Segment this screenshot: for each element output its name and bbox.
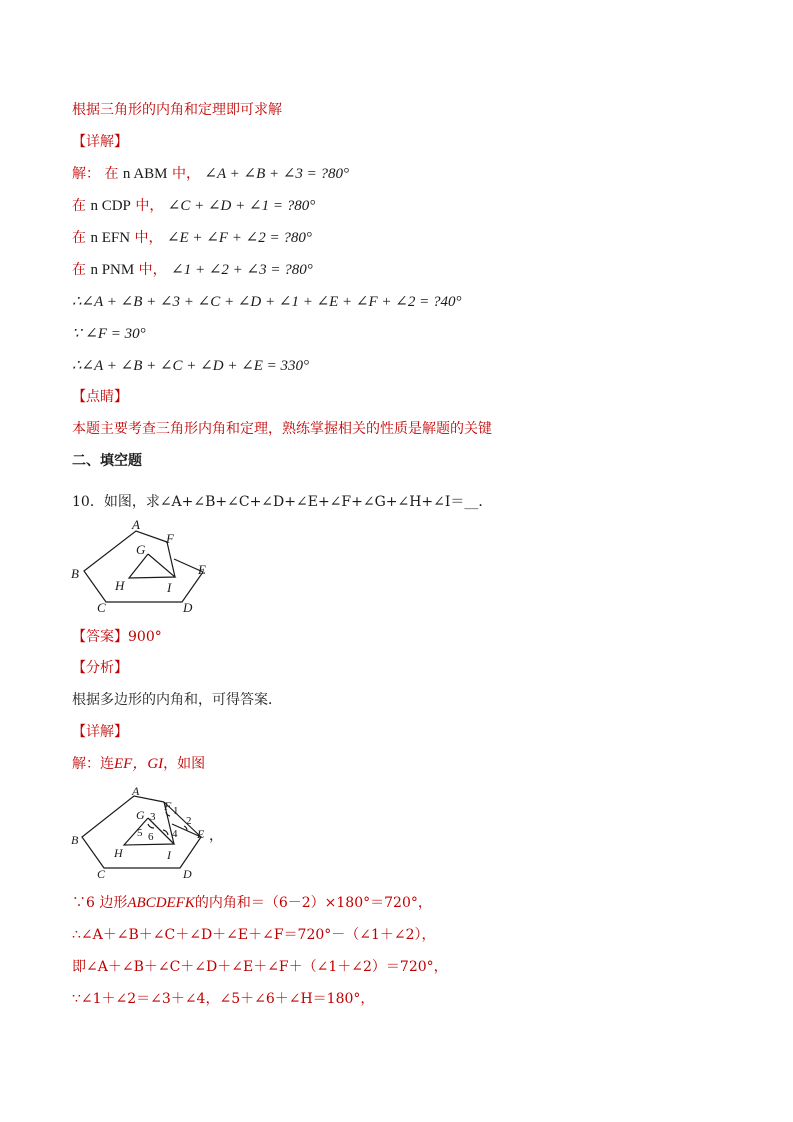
label-a: A [132,784,140,798]
label-a: A [132,517,140,532]
section-fill-blank: 二、填空题 [72,453,142,469]
section-analysis: 【分析】 [72,660,128,676]
triangle-name: n EFN [90,230,131,246]
text-mid: 中， [171,166,200,182]
label-h: H [115,578,125,593]
triangle-ghi [129,554,175,578]
triangle-name: n ABM [122,166,168,182]
label-i: I [167,848,171,862]
solution-line-sum-2: 即∠A＋∠B＋∠C＋∠D＋∠E＋∠F＋（∠1＋∠2）＝720°， [72,959,448,975]
text-prefix: 解：连 [72,756,114,772]
solution-line-cdp [72,196,315,216]
section-detail-2: 【详解】 [72,724,128,740]
text-mid: 中， [138,262,167,278]
section-comment: 【点睛】 [72,389,128,405]
angle-label-2: 2 [186,815,192,827]
question-10: 10．如图，求∠A+∠B+∠C+∠D+∠E+∠F+∠G+∠H+∠I＝__． [72,494,493,510]
label-c: C [97,600,106,615]
equation: ∠A + ∠B + ∠3 = ?80° [204,166,350,182]
equation: ∠1 + ∠2 + ∠3 = ?80° [171,262,313,278]
text-prefix: 在 [72,230,86,246]
angle-label-5: 5 [137,827,143,839]
polygon-name: ABCDEFK [127,895,195,911]
angle-label-6: 6 [148,831,154,843]
angle-label-4: 4 [172,828,178,840]
label-b: B [71,566,79,581]
line-hint: 根据三角形的内角和定理即可求解 [72,102,282,118]
figure-pentagon-1 [66,516,216,616]
triangle-name: n PNM [90,262,135,278]
label-d: D [183,867,192,881]
text-prefix: 在 [72,262,86,278]
solution-line-hexagon [72,893,432,913]
text-prefix: ∵6 边形 [72,895,128,911]
text-suffix: 的内角和＝（6－2）×180°＝720°， [194,895,432,911]
text-mid: 中， [134,230,163,246]
triangle-name: n CDP [90,198,131,214]
analysis-text: 根据多边形的内角和，可得答案． [72,692,282,708]
equation: ∠E + ∠F + ∠2 = ?80° [166,230,312,246]
label-e: E [198,562,206,577]
label-h: H [114,846,123,860]
solution-line-sum-3: ∵∠1＋∠2＝∠3＋∠4，∠5＋∠6＋∠H＝180°， [72,991,375,1007]
segments: EF，GI [114,756,164,772]
answer: 【答案】900° [72,629,162,645]
comment-text: 本题主要考查三角形内角和定理，熟练掌握相关的性质是解题的关键 [72,421,492,437]
result-equation: ∴∠A + ∠B + ∠C + ∠D + ∠E = 330° [72,358,310,374]
solution-connect [72,754,205,774]
label-b: B [71,833,79,847]
label-f: F [164,799,172,813]
text-prefix: 解： 在 [72,166,119,182]
label-g: G [136,808,145,822]
text-prefix: 在 [72,198,86,214]
label-d: D [183,600,193,615]
solution-line-pnm [72,260,313,280]
label-c: C [97,867,106,881]
angle-arc [148,824,154,828]
figure-comma: ， [209,829,223,844]
label-e: E [197,827,205,841]
label-g: G [136,542,146,557]
given-angle-f: ∵ ∠F = 30° [72,326,146,342]
text-suffix: ，如图 [163,756,206,772]
text-mid: 中， [135,198,164,214]
solution-line-sum-1: ∴∠A＋∠B＋∠C＋∠D＋∠E＋∠F＝720°－（∠1＋∠2）， [72,927,436,943]
angle-label-1: 1 [173,805,179,817]
angle-label-3: 3 [150,811,156,823]
sum-equation: ∴∠A + ∠B + ∠3 + ∠C + ∠D + ∠1 + ∠E + ∠F + ∠2 = ?40° [72,294,462,310]
section-detail: 【详解】 [72,134,128,150]
solution-line-efn [72,228,312,248]
figure-pentagon-2 [66,782,226,882]
label-f: F [166,531,174,546]
equation: ∠C + ∠D + ∠1 = ?80° [167,198,316,214]
solution-line-abm [72,164,349,184]
label-i: I [167,580,172,595]
